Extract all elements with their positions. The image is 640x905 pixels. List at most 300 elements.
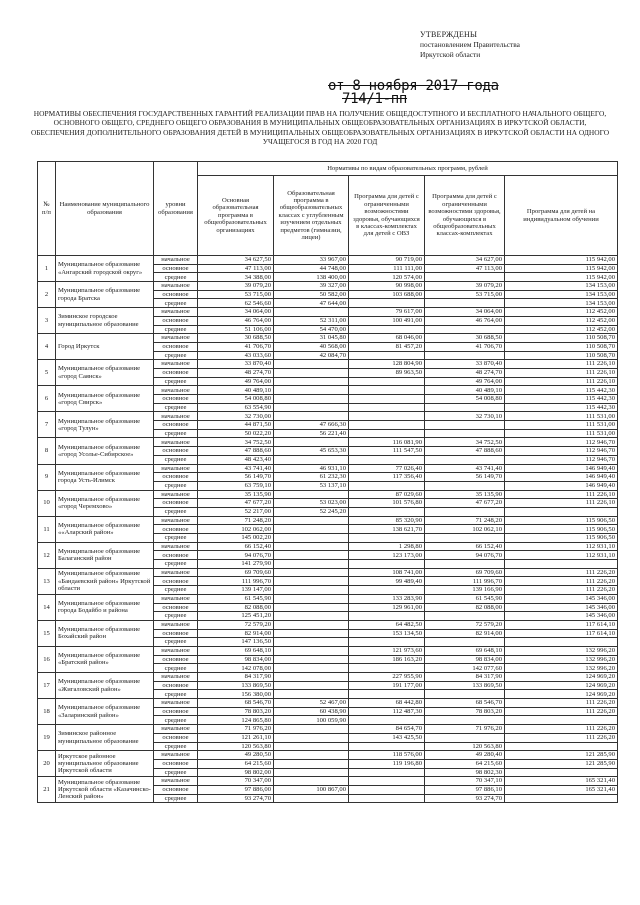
norm-value-col-3: 1 298,80 bbox=[349, 542, 425, 551]
education-level: среднее bbox=[154, 586, 198, 595]
municipality-name: Муниципальное образование «город Саянск» bbox=[56, 360, 154, 386]
education-level: среднее bbox=[154, 377, 198, 386]
norm-value-col-1: 63 554,90 bbox=[198, 403, 274, 412]
education-level: основное bbox=[154, 733, 198, 742]
row-number: 2 bbox=[38, 282, 56, 308]
norm-value-col-4: 40 489,10 bbox=[425, 386, 505, 395]
row-number: 15 bbox=[38, 620, 56, 646]
norm-value-col-3: 112 487,30 bbox=[349, 707, 425, 716]
education-level: начальное bbox=[154, 673, 198, 682]
norm-value-col-3: 108 741,00 bbox=[349, 568, 425, 577]
norm-value-col-5: 115 942,00 bbox=[505, 264, 618, 273]
norm-value-col-1: 54 008,80 bbox=[198, 395, 274, 404]
table-row bbox=[38, 568, 618, 577]
education-level: начальное bbox=[154, 751, 198, 760]
norm-value-col-2 bbox=[274, 768, 349, 777]
norm-value-col-1: 147 136,50 bbox=[198, 638, 274, 647]
norm-value-col-1: 82 088,00 bbox=[198, 603, 274, 612]
norm-value-col-5: 112 452,00 bbox=[505, 308, 618, 317]
norm-value-col-4: 72 579,20 bbox=[425, 620, 505, 629]
norm-value-col-3: 143 425,50 bbox=[349, 733, 425, 742]
header-name: Наименование муниципального образования bbox=[56, 162, 154, 256]
table-row bbox=[38, 594, 618, 603]
table-row bbox=[38, 751, 618, 760]
norm-value-col-3: 111 111,00 bbox=[349, 264, 425, 273]
education-level: начальное bbox=[154, 256, 198, 265]
norm-value-col-5: 112 931,10 bbox=[505, 542, 618, 551]
norm-value-col-4: 41 706,70 bbox=[425, 342, 505, 351]
education-level: среднее bbox=[154, 612, 198, 621]
norm-value-col-3 bbox=[349, 742, 425, 751]
decree-number: 714/1-пп bbox=[342, 91, 408, 107]
table-row bbox=[38, 438, 618, 447]
row-number: 6 bbox=[38, 386, 56, 412]
decree-date-stamp bbox=[328, 80, 628, 106]
norm-value-col-1: 41 706,70 bbox=[198, 342, 274, 351]
education-level: основное bbox=[154, 785, 198, 794]
norm-value-col-2: 52 311,00 bbox=[274, 316, 349, 325]
approval-line-2: Иркутской области bbox=[420, 50, 481, 59]
norm-value-col-5: 112 452,00 bbox=[505, 325, 618, 334]
norm-value-col-2: 61 232,30 bbox=[274, 473, 349, 482]
norm-value-col-1: 120 563,80 bbox=[198, 742, 274, 751]
norm-value-col-5: 111 226,10 bbox=[505, 377, 618, 386]
norm-value-col-4 bbox=[425, 612, 505, 621]
norm-value-col-3: 128 804,90 bbox=[349, 360, 425, 369]
norm-value-col-5: 111 531,00 bbox=[505, 412, 618, 421]
norm-value-col-5 bbox=[505, 794, 618, 803]
education-level: основное bbox=[154, 759, 198, 768]
education-level: основное bbox=[154, 603, 198, 612]
approval-line-1: постановлением Правительства bbox=[420, 40, 520, 49]
norm-value-col-2 bbox=[274, 542, 349, 551]
norm-value-col-5: 112 452,00 bbox=[505, 316, 618, 325]
norm-value-col-2 bbox=[274, 777, 349, 786]
norm-value-col-4 bbox=[425, 273, 505, 282]
table-row bbox=[38, 334, 618, 343]
education-level: среднее bbox=[154, 455, 198, 464]
norm-value-col-1: 47 113,00 bbox=[198, 264, 274, 273]
norm-value-col-1: 121 261,10 bbox=[198, 733, 274, 742]
norm-value-col-1: 52 217,00 bbox=[198, 507, 274, 516]
norm-value-col-3: 90 719,00 bbox=[349, 256, 425, 265]
norm-value-col-4 bbox=[425, 560, 505, 569]
norm-value-col-4 bbox=[425, 403, 505, 412]
municipality-name: Муниципальное образование ««Аларский район» bbox=[56, 516, 154, 542]
education-level: начальное bbox=[154, 282, 198, 291]
norm-value-col-3: 227 955,90 bbox=[349, 673, 425, 682]
norm-value-col-4: 49 280,40 bbox=[425, 751, 505, 760]
norm-value-col-3 bbox=[349, 690, 425, 699]
table-row bbox=[38, 386, 618, 395]
norm-value-col-1: 71 248,20 bbox=[198, 516, 274, 525]
education-level: начальное bbox=[154, 360, 198, 369]
norm-value-col-3 bbox=[349, 560, 425, 569]
norm-value-col-5: 111 226,10 bbox=[505, 360, 618, 369]
norm-value-col-5 bbox=[505, 507, 618, 516]
table-row bbox=[38, 360, 618, 369]
education-level: среднее bbox=[154, 325, 198, 334]
education-level: среднее bbox=[154, 716, 198, 725]
row-number: 14 bbox=[38, 594, 56, 620]
norm-value-col-4: 47 888,60 bbox=[425, 447, 505, 456]
norm-value-col-5: 115 442,30 bbox=[505, 386, 618, 395]
norm-value-col-1: 47 677,20 bbox=[198, 499, 274, 508]
norm-value-col-5: 124 969,20 bbox=[505, 690, 618, 699]
norm-value-col-2: 31 045,80 bbox=[274, 334, 349, 343]
header-col-2: Образовательная программа в общеобразовательных классах с углубленным изучением отдельных предметов (гимназии, лицеи) bbox=[274, 176, 349, 256]
header-num: № п/п bbox=[38, 162, 56, 256]
norm-value-col-5: 111 226,20 bbox=[505, 577, 618, 586]
approval-block bbox=[420, 30, 625, 60]
norm-value-col-5: 111 226,10 bbox=[505, 499, 618, 508]
table-row bbox=[38, 308, 618, 317]
norm-value-col-2 bbox=[274, 308, 349, 317]
norm-value-col-5: 112 946,70 bbox=[505, 447, 618, 456]
norm-value-col-1: 48 423,40 bbox=[198, 455, 274, 464]
norm-value-col-2: 53 023,00 bbox=[274, 499, 349, 508]
norm-value-col-4: 98 834,00 bbox=[425, 655, 505, 664]
norm-value-col-1: 111 996,70 bbox=[198, 577, 274, 586]
row-number: 8 bbox=[38, 438, 56, 464]
municipality-name: Муниципальное образование «Жигаловский район» bbox=[56, 673, 154, 699]
education-level: начальное bbox=[154, 568, 198, 577]
row-number: 4 bbox=[38, 334, 56, 360]
norm-value-col-1: 125 451,20 bbox=[198, 612, 274, 621]
norm-value-col-1: 51 106,00 bbox=[198, 325, 274, 334]
municipality-name: Муниципальное образование «город Усолье-Сибирское» bbox=[56, 438, 154, 464]
norm-value-col-1: 34 752,50 bbox=[198, 438, 274, 447]
norm-value-col-1: 47 888,60 bbox=[198, 447, 274, 456]
row-number: 18 bbox=[38, 699, 56, 725]
norm-value-col-2 bbox=[274, 368, 349, 377]
norm-value-col-1: 49 764,00 bbox=[198, 377, 274, 386]
norm-value-col-3: 100 491,00 bbox=[349, 316, 425, 325]
decree-date: от 8 ноября 2017 года bbox=[328, 78, 499, 94]
municipality-name: Муниципальное образование Балаганский район bbox=[56, 542, 154, 568]
norm-value-col-2 bbox=[274, 377, 349, 386]
norm-value-col-5: 134 153,00 bbox=[505, 282, 618, 291]
education-level: основное bbox=[154, 264, 198, 273]
norm-value-col-4: 111 996,70 bbox=[425, 577, 505, 586]
norm-value-col-2: 138 400,00 bbox=[274, 273, 349, 282]
education-level: начальное bbox=[154, 646, 198, 655]
norm-value-col-1: 72 579,20 bbox=[198, 620, 274, 629]
education-level: начальное bbox=[154, 464, 198, 473]
norm-value-col-5: 145 346,00 bbox=[505, 594, 618, 603]
norm-value-col-1: 69 648,10 bbox=[198, 646, 274, 655]
header-level: уровни образования bbox=[154, 162, 198, 256]
education-level: среднее bbox=[154, 351, 198, 360]
norm-value-col-2 bbox=[274, 681, 349, 690]
norm-value-col-4: 34 752,50 bbox=[425, 438, 505, 447]
norm-value-col-1: 53 715,00 bbox=[198, 290, 274, 299]
row-number: 1 bbox=[38, 256, 56, 282]
norm-value-col-4 bbox=[425, 716, 505, 725]
norm-value-col-3 bbox=[349, 664, 425, 673]
norm-value-col-4 bbox=[425, 638, 505, 647]
norm-value-col-2 bbox=[274, 751, 349, 760]
norm-value-col-3: 153 134,50 bbox=[349, 629, 425, 638]
norm-value-col-3 bbox=[349, 716, 425, 725]
norm-value-col-4: 97 886,10 bbox=[425, 785, 505, 794]
norm-value-col-2 bbox=[274, 673, 349, 682]
norm-value-col-4: 54 008,80 bbox=[425, 395, 505, 404]
norm-value-col-2 bbox=[274, 612, 349, 621]
norm-value-col-1: 102 062,00 bbox=[198, 525, 274, 534]
norm-value-col-2: 52 245,20 bbox=[274, 507, 349, 516]
norm-value-col-5: 111 226,20 bbox=[505, 568, 618, 577]
education-level: среднее bbox=[154, 690, 198, 699]
norm-value-col-2 bbox=[274, 742, 349, 751]
municipality-name: Муниципальное образование «Братский район» bbox=[56, 646, 154, 672]
norm-value-col-4: 64 215,60 bbox=[425, 759, 505, 768]
education-level: основное bbox=[154, 473, 198, 482]
norm-value-col-2: 50 582,00 bbox=[274, 290, 349, 299]
norm-value-col-5: 111 226,10 bbox=[505, 490, 618, 499]
municipality-name: Муниципальное образование «Бандаевский район» Иркутской области bbox=[56, 568, 154, 594]
education-level: среднее bbox=[154, 742, 198, 751]
norm-value-col-4: 61 545,90 bbox=[425, 594, 505, 603]
norm-value-col-2 bbox=[274, 386, 349, 395]
norm-value-col-3: 123 173,00 bbox=[349, 551, 425, 560]
row-number: 16 bbox=[38, 646, 56, 672]
norm-value-col-1: 48 274,70 bbox=[198, 368, 274, 377]
education-level: среднее bbox=[154, 638, 198, 647]
norm-value-col-1: 97 886,00 bbox=[198, 785, 274, 794]
row-number: 12 bbox=[38, 542, 56, 568]
norm-value-col-2: 45 653,30 bbox=[274, 447, 349, 456]
education-level: начальное bbox=[154, 308, 198, 317]
table-row bbox=[38, 412, 618, 421]
norm-value-col-4: 82 914,00 bbox=[425, 629, 505, 638]
municipality-name: Муниципальное образование «город Свирск» bbox=[56, 386, 154, 412]
norm-value-col-2: 40 568,00 bbox=[274, 342, 349, 351]
norm-value-col-3: 89 963,50 bbox=[349, 368, 425, 377]
norm-value-col-4: 32 730,10 bbox=[425, 412, 505, 421]
norm-value-col-5 bbox=[505, 638, 618, 647]
norm-value-col-4 bbox=[425, 481, 505, 490]
norm-value-col-2 bbox=[274, 577, 349, 586]
education-level: основное bbox=[154, 395, 198, 404]
education-level: начальное bbox=[154, 699, 198, 708]
norm-value-col-1: 94 076,70 bbox=[198, 551, 274, 560]
norm-value-col-1: 64 215,60 bbox=[198, 759, 274, 768]
education-level: основное bbox=[154, 447, 198, 456]
norm-value-col-1: 70 347,00 bbox=[198, 777, 274, 786]
norm-value-col-5: 124 969,20 bbox=[505, 681, 618, 690]
education-level: основное bbox=[154, 421, 198, 430]
row-number: 7 bbox=[38, 412, 56, 438]
norm-value-col-1: 78 803,20 bbox=[198, 707, 274, 716]
norm-value-col-1: 98 802,00 bbox=[198, 768, 274, 777]
norm-value-col-5: 146 949,40 bbox=[505, 464, 618, 473]
norm-value-col-3: 119 196,80 bbox=[349, 759, 425, 768]
norm-value-col-2: 46 931,10 bbox=[274, 464, 349, 473]
norm-value-col-5: 121 285,90 bbox=[505, 751, 618, 760]
norm-value-col-4 bbox=[425, 690, 505, 699]
norm-value-col-4: 35 135,90 bbox=[425, 490, 505, 499]
norm-value-col-3: 129 961,00 bbox=[349, 603, 425, 612]
norm-value-col-5 bbox=[505, 716, 618, 725]
municipality-name: Иркутское районное муниципальное образование Иркутской области bbox=[56, 751, 154, 777]
education-level: среднее bbox=[154, 403, 198, 412]
norm-value-col-4: 94 076,70 bbox=[425, 551, 505, 560]
municipality-name: Муниципальное образование Иркутской области «Казачинско-Ленский район» bbox=[56, 777, 154, 803]
norm-value-col-2 bbox=[274, 560, 349, 569]
norm-value-col-3 bbox=[349, 638, 425, 647]
norm-value-col-5: 165 321,40 bbox=[505, 785, 618, 794]
norm-value-col-4: 48 274,70 bbox=[425, 368, 505, 377]
table-row bbox=[38, 516, 618, 525]
norm-value-col-3: 84 654,70 bbox=[349, 725, 425, 734]
norm-value-col-3 bbox=[349, 377, 425, 386]
norm-value-col-3 bbox=[349, 395, 425, 404]
norm-value-col-5: 111 226,20 bbox=[505, 725, 618, 734]
education-level: начальное bbox=[154, 438, 198, 447]
norm-value-col-3 bbox=[349, 351, 425, 360]
norm-value-col-5: 165 321,40 bbox=[505, 777, 618, 786]
norm-value-col-1: 145 002,20 bbox=[198, 534, 274, 543]
education-level: основное bbox=[154, 577, 198, 586]
norm-value-col-1: 141 279,90 bbox=[198, 560, 274, 569]
norm-value-col-5: 117 614,10 bbox=[505, 629, 618, 638]
table-row bbox=[38, 256, 618, 265]
education-level: основное bbox=[154, 655, 198, 664]
norm-value-col-2: 54 470,00 bbox=[274, 325, 349, 334]
education-level: начальное bbox=[154, 542, 198, 551]
education-level: основное bbox=[154, 707, 198, 716]
row-number: 17 bbox=[38, 673, 56, 699]
norm-value-col-5: 115 442,30 bbox=[505, 395, 618, 404]
norm-value-col-3 bbox=[349, 299, 425, 308]
norm-value-col-2 bbox=[274, 534, 349, 543]
norm-value-col-1: 46 764,00 bbox=[198, 316, 274, 325]
norm-value-col-5: 121 285,90 bbox=[505, 759, 618, 768]
education-level: основное bbox=[154, 342, 198, 351]
table-row bbox=[38, 490, 618, 499]
norm-value-col-2 bbox=[274, 594, 349, 603]
norm-value-col-2: 44 748,00 bbox=[274, 264, 349, 273]
norm-value-col-1: 98 834,00 bbox=[198, 655, 274, 664]
education-level: основное bbox=[154, 368, 198, 377]
norm-value-col-1: 68 546,70 bbox=[198, 699, 274, 708]
norm-value-col-4: 66 152,40 bbox=[425, 542, 505, 551]
norm-value-col-5 bbox=[505, 742, 618, 751]
table-row bbox=[38, 282, 618, 291]
norm-value-col-1: 93 274,70 bbox=[198, 794, 274, 803]
header-col-3: Программа для детей с ограниченными возможностями здоровья, обучающихся в классах-комплектах для детей с ОВЗ bbox=[349, 176, 425, 256]
header-col-1: Основная образовательная программа в общеобразовательных организациях bbox=[198, 176, 274, 256]
norm-value-col-2 bbox=[274, 525, 349, 534]
table-row bbox=[38, 673, 618, 682]
table-row bbox=[38, 777, 618, 786]
norm-value-col-5: 111 531,00 bbox=[505, 421, 618, 430]
norm-value-col-2: 52 467,00 bbox=[274, 699, 349, 708]
municipality-name: Муниципальное образование «Заларинский район» bbox=[56, 699, 154, 725]
norm-value-col-2 bbox=[274, 516, 349, 525]
education-level: среднее bbox=[154, 768, 198, 777]
norm-value-col-5: 117 614,10 bbox=[505, 620, 618, 629]
municipality-name: Муниципальное образование Бохайский район bbox=[56, 620, 154, 646]
norm-value-col-3: 87 029,60 bbox=[349, 490, 425, 499]
norm-value-col-4 bbox=[425, 455, 505, 464]
norm-value-col-3 bbox=[349, 455, 425, 464]
norm-value-col-2: 56 221,40 bbox=[274, 429, 349, 438]
norm-value-col-3: 118 576,00 bbox=[349, 751, 425, 760]
norm-value-col-1: 49 280,50 bbox=[198, 751, 274, 760]
norm-value-col-2: 60 438,90 bbox=[274, 707, 349, 716]
norm-value-col-4: 133 869,50 bbox=[425, 681, 505, 690]
norm-value-col-5: 145 346,00 bbox=[505, 612, 618, 621]
norm-value-col-5: 112 946,70 bbox=[505, 438, 618, 447]
education-level: среднее bbox=[154, 507, 198, 516]
norm-value-col-4 bbox=[425, 429, 505, 438]
norm-value-col-5: 132 996,20 bbox=[505, 646, 618, 655]
norm-value-col-1: 61 545,90 bbox=[198, 594, 274, 603]
norm-value-col-2 bbox=[274, 586, 349, 595]
education-level: среднее bbox=[154, 429, 198, 438]
norm-value-col-2 bbox=[274, 603, 349, 612]
norm-value-col-1: 43 033,60 bbox=[198, 351, 274, 360]
table-row bbox=[38, 699, 618, 708]
norm-value-col-5: 132 996,20 bbox=[505, 655, 618, 664]
norm-value-col-3: 117 356,40 bbox=[349, 473, 425, 482]
municipality-name: Муниципальное образование «город Черемхово» bbox=[56, 490, 154, 516]
municipality-name: Муниципальное образование города Братска bbox=[56, 282, 154, 308]
norm-value-col-4: 34 627,00 bbox=[425, 256, 505, 265]
norm-value-col-3 bbox=[349, 507, 425, 516]
norm-value-col-1: 40 489,10 bbox=[198, 386, 274, 395]
norm-value-col-1: 62 546,60 bbox=[198, 299, 274, 308]
norm-value-col-3: 186 163,20 bbox=[349, 655, 425, 664]
norm-value-col-4 bbox=[425, 507, 505, 516]
norm-value-col-5: 146 949,40 bbox=[505, 473, 618, 482]
norm-value-col-3 bbox=[349, 403, 425, 412]
norm-value-col-4: 69 709,60 bbox=[425, 568, 505, 577]
row-number: 11 bbox=[38, 516, 56, 542]
norm-value-col-5: 111 226,20 bbox=[505, 586, 618, 595]
header-col-5: Программа для детей на индивидуальном обучении bbox=[505, 176, 618, 256]
norm-value-col-4: 47 113,00 bbox=[425, 264, 505, 273]
norm-value-col-5: 111 226,10 bbox=[505, 368, 618, 377]
norm-value-col-4: 120 563,80 bbox=[425, 742, 505, 751]
norm-value-col-3 bbox=[349, 777, 425, 786]
norm-value-col-3 bbox=[349, 785, 425, 794]
norm-value-col-5: 111 531,00 bbox=[505, 429, 618, 438]
norm-value-col-2 bbox=[274, 490, 349, 499]
education-level: начальное bbox=[154, 386, 198, 395]
header-group: Нормативы по видам образовательных программ, рублей bbox=[198, 162, 618, 176]
norm-value-col-4: 78 803,20 bbox=[425, 707, 505, 716]
table-row bbox=[38, 620, 618, 629]
norm-value-col-4: 33 870,40 bbox=[425, 360, 505, 369]
education-level: начальное bbox=[154, 516, 198, 525]
norm-value-col-3: 99 489,40 bbox=[349, 577, 425, 586]
education-level: среднее bbox=[154, 299, 198, 308]
norm-value-col-5: 111 226,20 bbox=[505, 699, 618, 708]
norm-value-col-2 bbox=[274, 360, 349, 369]
education-level: основное bbox=[154, 681, 198, 690]
norm-value-col-2 bbox=[274, 629, 349, 638]
norm-value-col-3: 64 482,50 bbox=[349, 620, 425, 629]
norm-value-col-5: 111 226,20 bbox=[505, 733, 618, 742]
norm-value-col-4: 46 764,00 bbox=[425, 316, 505, 325]
norm-value-col-2 bbox=[274, 733, 349, 742]
education-level: среднее bbox=[154, 664, 198, 673]
norm-value-col-2 bbox=[274, 403, 349, 412]
row-number: 10 bbox=[38, 490, 56, 516]
